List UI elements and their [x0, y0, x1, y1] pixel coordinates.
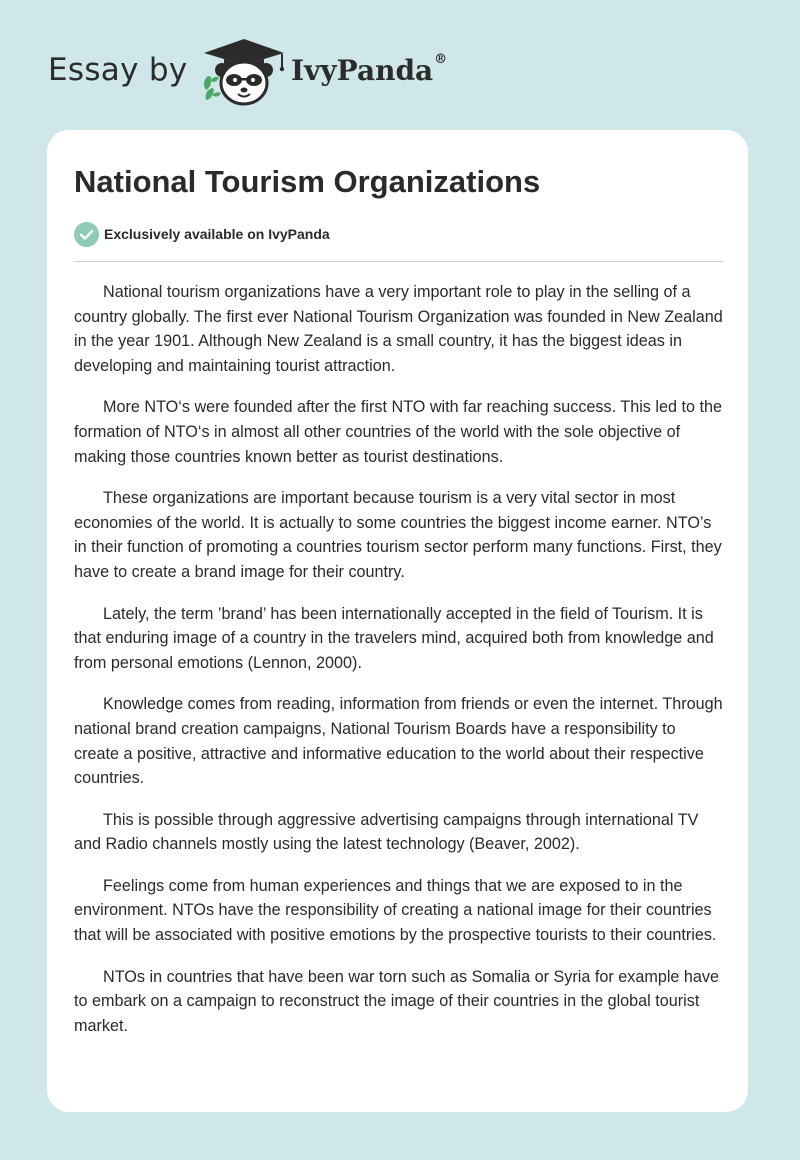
check-circle-icon: [74, 222, 99, 247]
paragraph: This is possible through aggressive advertising campaigns through international TV and Radio channels mostly using the latest technology (Beaver, 2002).: [74, 810, 699, 854]
paragraph: National tourism organizations have a very important role to play in the selling of a country globally. The first ever National Tourism Organization was founded in New Zealand in the year 1901. Although New Zealand is a small country, it has the biggest ideas in developing and maintaining tourist attraction.: [74, 283, 723, 375]
brand-name-text: IvyPanda: [291, 54, 434, 87]
essay-by-label: Essay by: [48, 52, 188, 88]
panda-graduate-logo-icon[interactable]: [198, 36, 290, 108]
paragraph: Knowledge comes from reading, information from friends or even the internet. Through national brand creation campaigns, National Tourism Boards have a responsibility to create a positive, attractive and informative education to the world about their respective countries.: [74, 695, 723, 788]
paragraph: More NTO‘s were founded after the first NTO with far reaching success. This led to the formation of NTO‘s in almost all other countries of the world with the sole objective of making those countries known better as tourist destinations.: [74, 398, 722, 466]
paragraph: Lately, the term ’brand’ has been internationally accepted in the field of Tourism. It is that enduring image of a country in the travelers mind, acquired both from knowledge and from personal emotions (Lennon, 2000).: [74, 604, 714, 672]
paragraph: These organizations are important because tourism is a very vital sector in most economies of the world. It is actually to some countries the biggest income earner. NTO’s in their function of promoting a countries tourism sector perform many functions. First, they have to create a brand image for their country.: [74, 489, 722, 581]
paragraph: NTOs in countries that have been war torn such as Somalia or Syria for example have to embark on a campaign to reconstruct the image of their countries in the global tourist market.: [74, 967, 720, 1035]
essay-card: [47, 130, 748, 1112]
divider: [74, 261, 723, 262]
essay-body: [74, 280, 724, 1055]
badge-text: Exclusively available on IvyPanda: [104, 226, 330, 242]
brand-name[interactable]: [291, 54, 447, 87]
exclusive-badge: [74, 221, 330, 247]
registered-mark: ®: [434, 52, 448, 67]
page-title: National Tourism Organizations: [74, 164, 541, 199]
paragraph: Feelings come from human experiences and things that we are exposed to in the environment. NTOs have the responsibility of creating a national image for their countries that will be associated with positive emotions by the prospective tourists to their countries.: [74, 876, 717, 945]
site-header: [48, 34, 508, 106]
